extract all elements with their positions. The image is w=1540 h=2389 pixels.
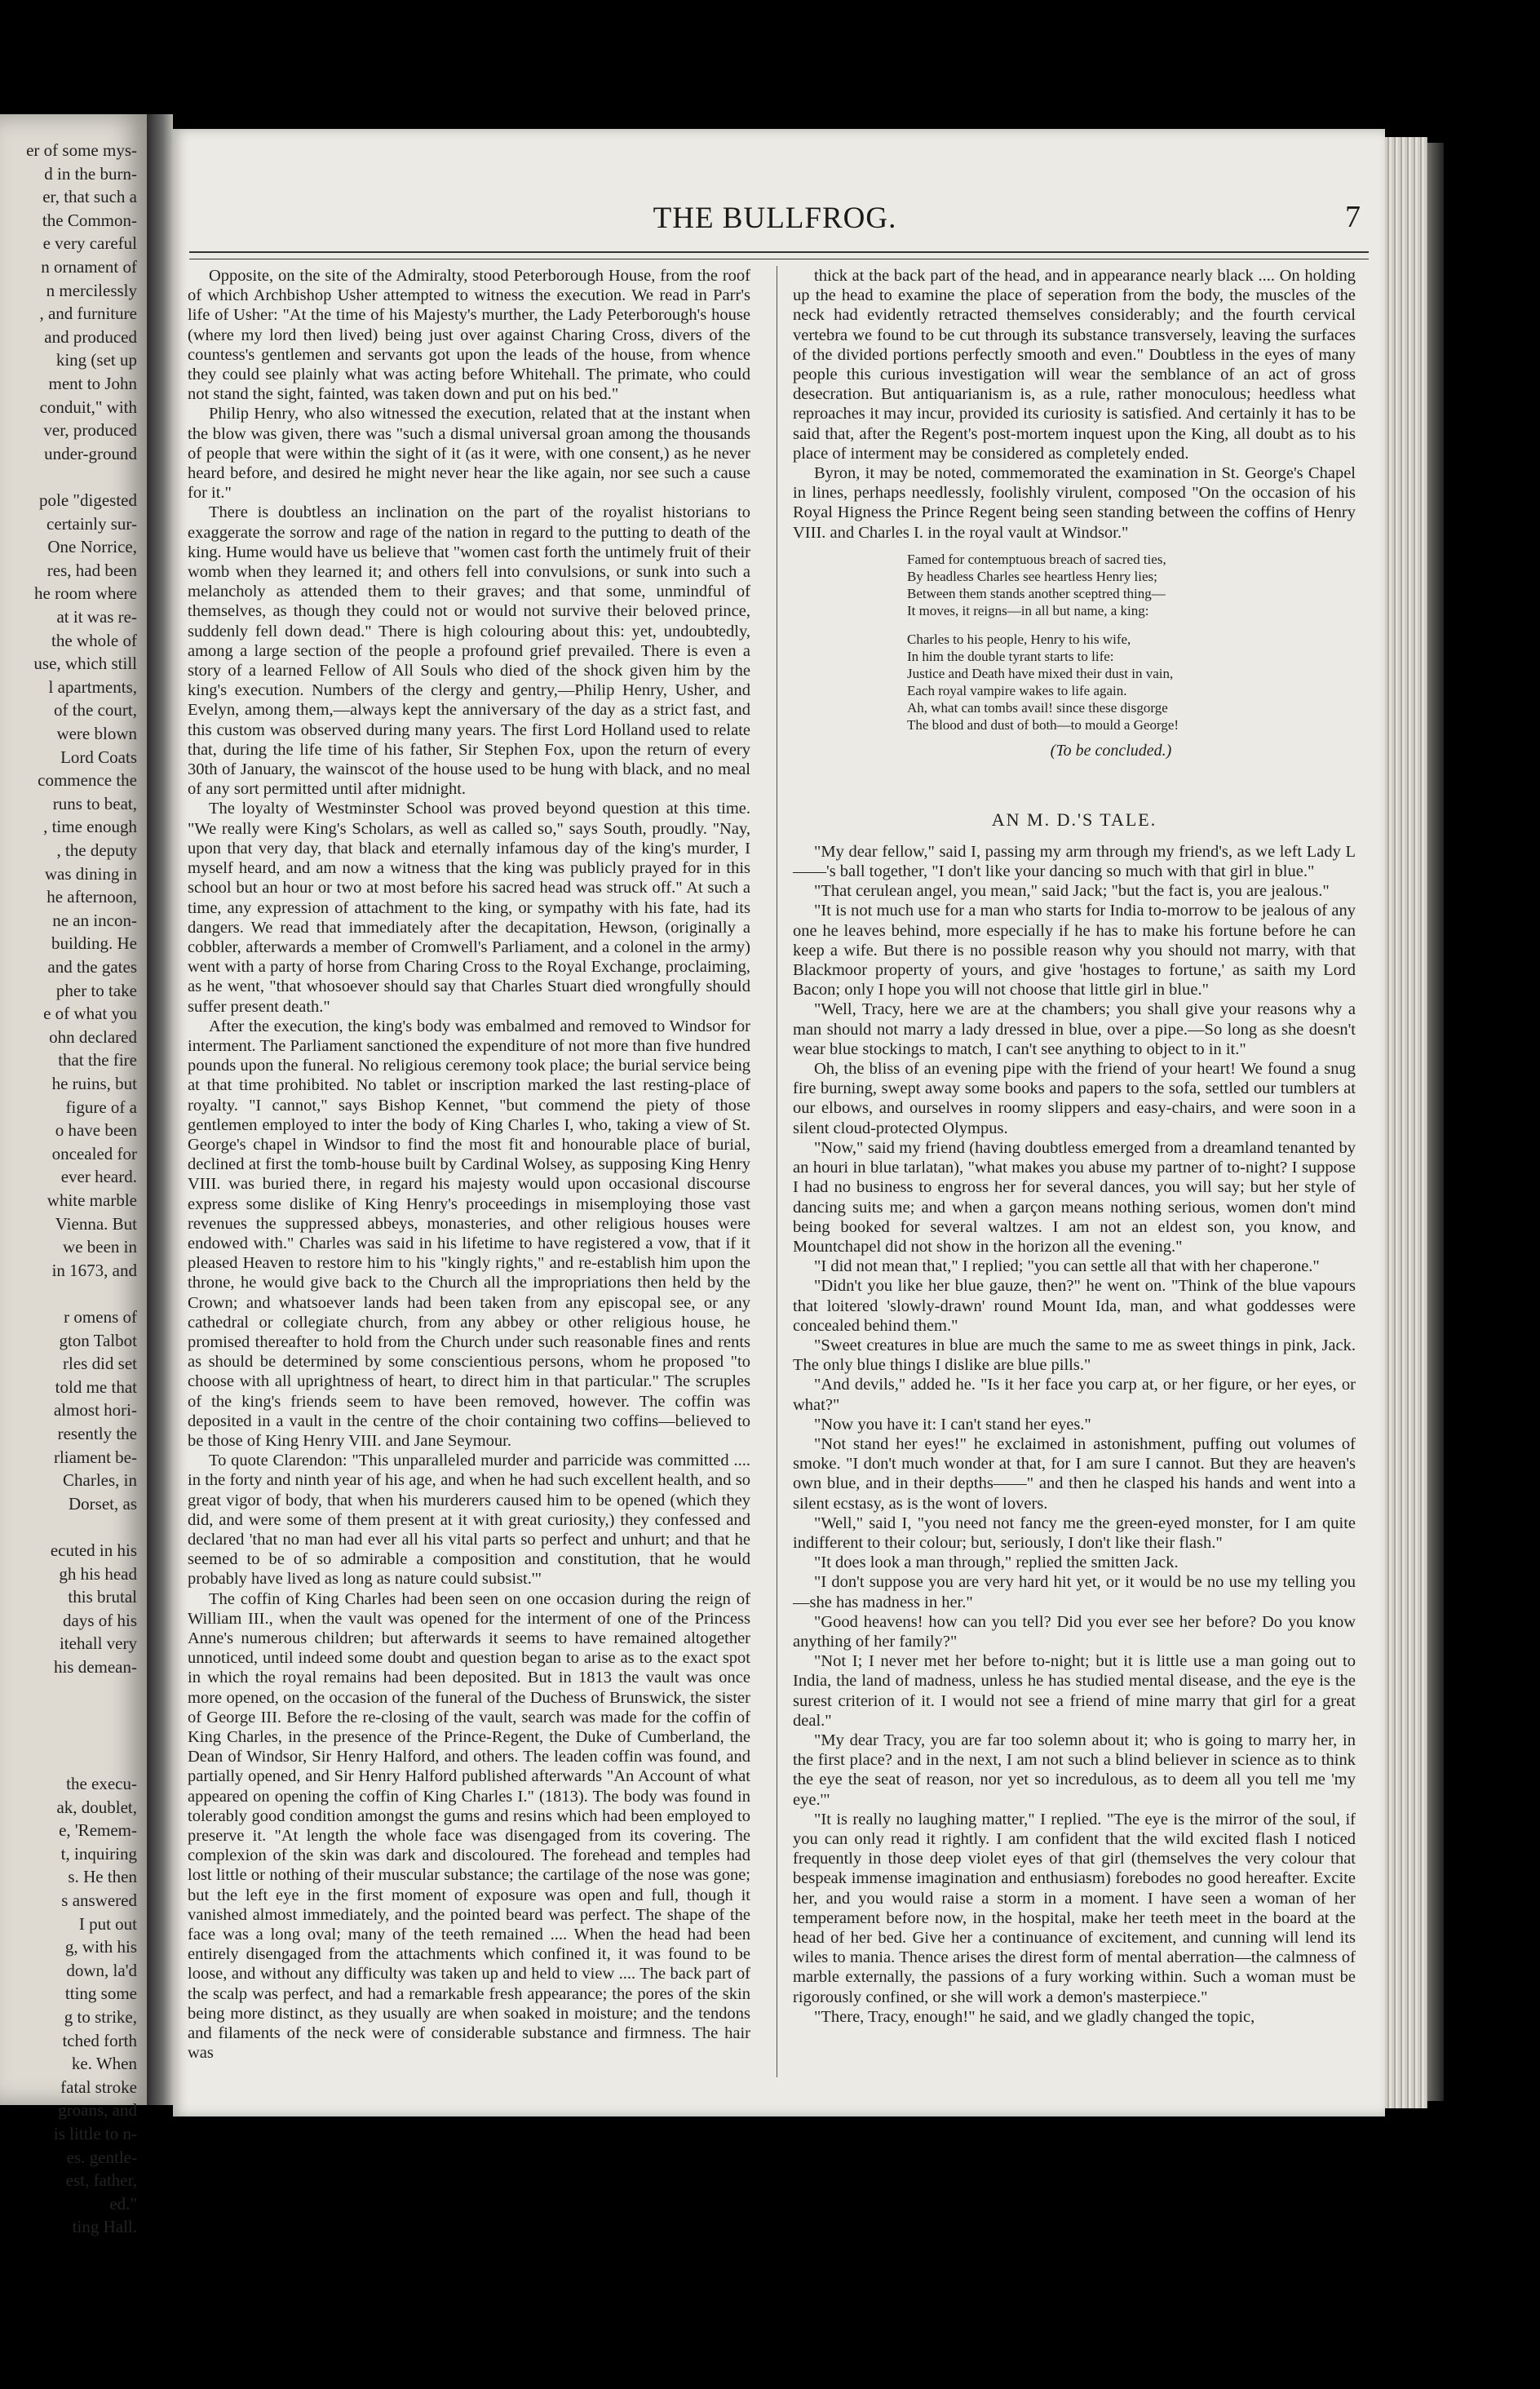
paragraph: "My dear fellow," said I, passing my arm through my friend's, as we left Lady L——'s ball together, "I don't like your dancing so much with that girl in blue." <box>793 842 1356 881</box>
facing-page-line: ecuted in his <box>50 1540 137 1560</box>
paragraph: "I did not mean that," I replied; "you can settle all that with her chaperone." <box>814 1257 1320 1276</box>
facing-page-line: ever heard. <box>60 1167 137 1187</box>
facing-page-line: and the gates <box>47 957 137 977</box>
book-gutter <box>147 114 173 2105</box>
paragraph: To quote Clarendon: "This unparalleled murder and parricide was committed .... in the forty and ninth year of his age, and when he had such excellent health, and so great vigor of body, that when his murderers caused him to be opened (which they did, and were some of them present at it with great curiosity,) they confessed and declared 'that no man had ever all his vital parts so perfect and unhurt; and that he seemed to be of so admirable a composition and constitution, that he would probably have lived as long as nature could subsist.'" <box>188 1452 750 1589</box>
story-text <box>793 842 1356 2027</box>
paragraph: "Good heavens! how can you tell? Did you ever see her before? Do you know anything of her family?" <box>793 1612 1356 1651</box>
byron-verse <box>907 551 1356 734</box>
paragraph: "It is not much use for a man who starts for India to-morrow to be jealous of any one he leaves behind, more especially if he has to make his fortune before he can keep a wife. But there is no possible reason why you should not marry, with that Blackmoor property of yours, and give 'hostages to fortune,' as saith my Lord Bacon; only I hope you will not choose that little girl in blue." <box>793 902 1356 999</box>
facing-page-line: conduit," with <box>39 397 137 417</box>
facing-page-line: was dining in <box>44 863 137 884</box>
facing-page-line: Dorset, as <box>69 1493 137 1514</box>
paragraph: "Not I; I never met her before to-night; but it is little use a man going out to India, the land of madness, unless he has studied mental disease, and the eye is the surest criterion of it. I would not see a friend of mine marry that girl for a great deal." <box>793 1652 1356 1730</box>
facing-page-line: est, father, <box>65 2170 137 2191</box>
facing-page-line: days of his <box>63 1610 137 1630</box>
article-continuation <box>793 266 1356 543</box>
facing-page-line: s answered <box>61 1890 137 1910</box>
facing-page-line: under-ground <box>44 443 137 463</box>
paragraph: "There, Tracy, enough!" he said, and we gladly changed the topic, <box>814 2007 1255 2026</box>
facing-page-line: e very careful <box>42 233 137 254</box>
header-rule <box>189 251 1369 259</box>
paragraph: "It is really no laughing matter," I replied. "The eye is the mirror of the soul, if you can only read it rightly. I am confident that the wild excited flash I noticed frequently in those deep violet eyes of that girl (themselves the very colour that bespeak immense imagination and enthusiasm) forebodes no good hereafter. Excite her, and you would raise a storm in a moment. I have seen a woman of her temperament before now, in the hospital, make her teeth meet in the board at the head of her bed. Give her a continuance of excitement, and cunning will lend its wiles to mania. Thence arises the direst form of mental aberration—the calmness of marble externally, the passions of a fury working within. Such a woman must be rigorously confined, or she will work a demon's masterpiece." <box>793 1810 1356 2006</box>
paragraph: "And devils," added he. "Is it her face you carp at, or her figure, or her eyes, or what?" <box>793 1376 1356 1414</box>
facing-page-line: Charles, in <box>63 1470 137 1491</box>
paragraph: After the execution, the king's body was embalmed and removed to Windsor for interment. The Parliament sanctioned the expenditure of not more than five hundred pounds upon the funeral. No religious ceremony took place; the burial service being at that time prohibited. No tablet or inscription marked the last resting-place of royalty. "I cannot," says Bishop Kennet, "but commend the piety of those gentlemen employed to inter the body of King Charles I, who, taking a view of St. George's chapel in Windsor to find the most fit and honourable place of burial, declined at first the tomb-house built by Cardinal Wolsey, as supposing King Henry VIII. was buried there, in regard his majesty would upon occasional discourse express some dislike of King Henry's proceedings in misemploying those vast revenues the suppressed abbeys, monasteries, and other religious houses were endowed with." Charles was said in his lifetime to have registered a vow, that if it pleased Heaven to restore him to his "kingly rights," and re-establish him upon the throne, he would give back to the Church all the impropriations then held by the Crown; and whatsoever lands had been taken from any episcopal see, or any cathedral or collegiate church, from any abbey or other religious house, he promised thereafter to hold from the Church under such reasonable fines and rents as should be determined by some conscientious persons, whom he proposed "to choose with all uprightness of heart, to direct him in that particular." The scruples of the king's friends seem to have been removed, however. The coffin was deposited in a vault in the centre of the choir containing two coffins—believed to be those of King Henry VIII. and Jane Seymour. <box>188 1017 750 1450</box>
facing-page-line: almost hori- <box>53 1400 137 1421</box>
facing-page-line: in 1673, and <box>51 1260 137 1280</box>
left-column <box>188 266 750 2077</box>
facing-page-line: es. gentle- <box>66 2147 137 2167</box>
page-number: 7 <box>1345 200 1361 234</box>
facing-page-line: figure of a <box>65 1097 137 1117</box>
facing-page-line: were blown <box>56 724 137 743</box>
running-title: THE BULLFROG. <box>653 202 897 235</box>
facing-page-line: s. He then <box>68 1867 137 1887</box>
paragraph: "Well, Tracy, here we are at the chambers; you shall give your reasons why a man should not marry a lady dressed in blue, over a pipe.—So long as she doesn't wear blue stockings to match, I can't see anything to object to in it." <box>793 1000 1356 1058</box>
verse-line: Famed for contemptuous breach of sacred ties, <box>907 551 1166 567</box>
facing-page-line: tting some <box>64 1983 137 2004</box>
verse-line: Ah, what can tombs avail! since these disgorge <box>907 699 1168 716</box>
verse-line: Between them stands another sceptred thing— <box>907 585 1166 601</box>
facing-page-line: the whole of <box>51 630 137 650</box>
facing-page-line: ak, doublet, <box>56 1797 137 1817</box>
facing-page-line: n ornament of <box>41 257 137 277</box>
facing-page <box>0 114 147 2237</box>
facing-page-line: he ruins, but <box>51 1074 137 1093</box>
paragraph: thick at the back part of the head, and in appearance nearly black .... On holding up the head to examine the place of seperation from the body, the muscles of the neck had evidently retracted themselves considerably; and the fourth cervical vertebra we found to be cut through its substance transversely, leaving the surfaces of the divided portions perfectly smooth and even." Doubtless in the eyes of many people this curious investigation will wear the semblance of an act of gross desecration. But antiquarianism is, as a rule, rather monoculous; heedless what reproaches it may incur, provided its curiosity is satisfied. And certainly it has to be said that, after the Regent's post-mortem inquest upon the King, all doubt as to his place of interment may be considered as completely ended. <box>793 267 1356 463</box>
paragraph: Byron, it may be noted, commemorated the examination in St. George's Chapel in lines, perhaps needlessly, foolishly virulent, composed "On the occasion of his Royal Higness the Prince Regent being seen standing between the coffins of Henry VIII. and Charles I. in the royal vault at Windsor." <box>793 464 1356 542</box>
facing-page-line: oncealed for <box>51 1143 137 1163</box>
facing-page-line: n mercilessly <box>46 280 137 300</box>
paragraph: "It does look a man through," replied the smitten Jack. <box>814 1554 1179 1572</box>
facing-page-line: the execu- <box>66 1774 137 1793</box>
facing-page-line: told me that <box>55 1376 137 1397</box>
facing-page-line: is little to n- <box>53 2124 137 2143</box>
facing-page-line: ne an incon- <box>52 910 137 930</box>
facing-page-line: t, inquiring <box>60 1843 137 1864</box>
facing-page-line: d in the burn- <box>44 163 137 184</box>
facing-page-line: at it was re- <box>56 607 137 627</box>
facing-page-line: l apartments, <box>48 676 137 697</box>
facing-page-line: gton Talbot <box>59 1330 137 1350</box>
paragraph: "Sweet creatures in blue are much the same to me as sweet things in pink, Jack. The only blue things I dislike are blue pills." <box>793 1336 1356 1375</box>
facing-page-line: we been in <box>63 1237 137 1257</box>
facing-page-line: of the court, <box>53 700 137 720</box>
facing-page-line: ed." <box>109 2193 137 2214</box>
facing-page-line: One Norrice, <box>47 537 137 557</box>
facing-page-line: pher to take <box>55 980 137 1000</box>
facing-page-line: king (set up <box>55 350 137 370</box>
facing-page-line: gh his head <box>59 1563 137 1584</box>
facing-page-line: ment to John <box>48 374 137 393</box>
to-be-concluded: (To be concluded.) <box>1050 741 1172 760</box>
facing-page-line: ting Hall. <box>72 2217 137 2237</box>
facing-page-line: g to strike, <box>64 2007 137 2027</box>
facing-page-line: he room where <box>34 583 137 604</box>
paragraph: There is doubtless an inclination on the part of the royalist historians to exaggerate the sorrow and rage of the nation in regard to the putting to death of the king. Hume would have us believe that "women cast forth the untimely fruit of their womb when they learned it; and others fell into convulsions, or sunk into such a melancholy as attended them to their graves; and that some, unmindful of themselves, as though they could not or would not survive their beloved prince, suddenly fell down dead." There is high colouring about this: yet, undoubtedly, among a large section of the people a profound grief prevailed. There is even a story of a learned Fellow of All Souls who died of the shock given him by the king's execution. Numbers of the clergy and gentry,—Philip Henry, Usher, and Evelyn, among them,—always kept the anniversary of the day as a strict fast, and this custom was observed during many years. The first Lord Holland used to relate that, during the life time of his father, Sir Stephen Fox, upon the return of every 30th of January, the wainscot of the house used to be hung with black, and no meal of any sort permitted until after midnight. <box>188 503 750 799</box>
facing-page-line: ver, produced <box>43 420 137 441</box>
facing-page-line: he afternoon, <box>46 887 137 907</box>
verse-line: By headless Charles see heartless Henry lies; <box>907 568 1157 584</box>
facing-page-line: his demean- <box>53 1657 137 1677</box>
facing-page-line: e of what you <box>43 1004 137 1024</box>
facing-page-line: use, which still <box>33 654 137 674</box>
paragraph: "Not stand her eyes!" he exclaimed in astonishment, puffing out volumes of smoke. "I don't much wonder at that, for I am sure I cannot. But they are heaven's own blue, and in their depths——" and then he clasped his hands and went into a silent ecstasy, as is the wont of lovers. <box>793 1434 1356 1513</box>
paragraph: "Well," said I, "you need not fancy me the green-eyed monster, for I am quite indifferent to their colour; but, seriously, I don't like their flash." <box>793 1514 1356 1552</box>
paragraph: Philip Henry, who also witnessed the execution, related that at the instant when the blow was given, there was "such a dismal universal groan among the thousands of people that were within the sight of it (as it were, with one consent,) as he never heard before, and desired he might never hear the like again, nor see such a cause for it." <box>188 405 750 503</box>
verse-line: In him the double tyrant starts to life: <box>907 648 1114 664</box>
facing-page-line: , the deputy <box>56 840 137 860</box>
story-title: AN M. D.'S TALE. <box>991 809 1157 830</box>
facing-page-line: certainly sur- <box>46 513 137 534</box>
verse-line: The blood and dust of both—to mould a George! <box>907 716 1179 733</box>
paragraph: "That cerulean angel, you mean," said Jack; "but the fact is, you are jealous." <box>814 882 1330 901</box>
facing-page-line: this brutal <box>68 1587 137 1607</box>
facing-page-line: I put out <box>78 1913 137 1934</box>
page-header <box>181 201 1369 242</box>
facing-page-line: that the fire <box>58 1050 137 1070</box>
facing-page-line: er, that such a <box>42 187 137 207</box>
facing-page-line: r omens of <box>64 1307 137 1327</box>
verse-line: Charles to his people, Henry to his wife, <box>907 631 1131 647</box>
newspaper-page <box>173 129 1385 2116</box>
facing-page-line: e, 'Remem- <box>59 1820 137 1841</box>
facing-page-line: Vienna. But <box>55 1213 137 1234</box>
paragraph: "I don't suppose you are very hard hit yet, or it would be no use my telling you—she has madness in her." <box>793 1573 1356 1611</box>
facing-page-line: runs to beat, <box>52 793 137 813</box>
paragraph: The coffin of King Charles had been seen on one occasion during the reign of William III., when the vault was opened for the interment of one of the Princess Anne's numerous children; but afterwards it seems to have remained altogether unnoticed, until indeed some doubt and question began to arise as to the exact spot in which the royal remains had been deposited. But in 1813 the vault was once more opened, on the occasion of the funeral of the Duchess of Brunswick, the sister of George III. Before the re-closing of the vault, search was made for the coffin of King Charles, in the presence of the Prince-Regent, the Duke of Cumberland, the Dean of Windsor, Sir Henry Halford, and others. The leaden coffin was found, and partially opened, and Sir Henry Halford published afterwards "An Account of what appeared on opening the coffin of King Charles I." (1813). The body was found in tolerably good condition amongst the gums and resins which had been employed to preserve it. "At length the whole face was disengaged from its covering. The complexion of the skin was dark and discoloured. The forehead and temples had lost little or nothing of their muscular substance; the cartilage of the nose was gone; but the left eye in the first moment of exposure was open and full, though it vanished almost immediately, and the pointed beard was perfect. The shape of the face was a long oval; many of the teeth remained .... When the head had been entirely disengaged from the attachments which confined it, it was found to be loose, and without any difficulty was taken up and held to view .... The back part of the scalp was perfect, and had a remarkable fresh appearance; the pores of the skin being more distinct, as they usually are when soaked in moisture; and the tendons and filaments of the neck were of considerable substance and firmness. The hair was <box>188 1589 750 2063</box>
facing-page-line: g, with his <box>64 1937 137 1957</box>
verse-line: Each royal vampire wakes to life again. <box>907 682 1127 698</box>
verse-line: Justice and Death have mixed their dust in vain, <box>907 665 1174 681</box>
facing-page-line: itehall very <box>59 1633 137 1654</box>
facing-page-line: commence the <box>38 770 137 791</box>
facing-page-line: Lord Coats <box>60 747 137 767</box>
paragraph: Opposite, on the site of the Admiralty, stood Peterborough House, from the roof of which Archbishop Usher attempted to witness the execution. We read in Parr's life of Usher: "At the time of his Majesty's murther, the Lady Peterborough's house (where my lord then lived) being just over against Charing Cross, divers of the countess's gentlemen and servants got upon the leads of the house, from whence they could see plainly what was acting before Whitehall. The primate, who could not stand the sight, fainted, was taken down and put on his bed." <box>188 267 750 404</box>
facing-page-line: down, la'd <box>66 1960 137 1980</box>
paragraph: "Now," said my friend (having doubtless emerged from a dreamland tenanted by an houri in blue tarlatan), "what makes you abuse my partner of to-night? I suppose I had no business to engross her for several dances, you will say; but her style of dancing suits me; and when a garçon means nothing serious, women don't mind being booked for several waltzes. I am not an eldest son, you know, and Mountchapel did not show in the horizon all the evening." <box>793 1138 1356 1256</box>
facing-page-line: resently the <box>57 1424 137 1443</box>
facing-page-line: the Common- <box>42 210 137 230</box>
facing-page-line: tched forth <box>62 2030 137 2050</box>
paragraph: Oh, the bliss of an evening pipe with the friend of your heart! We found a snug fire burning, swept away some books and papers to the sofa, settled our tumblers at our elbows, and ourselves in roomy slippers and easy-chairs, and were soon in a silent cloud-protected Olympus. <box>793 1060 1356 1137</box>
right-column <box>793 266 1356 2077</box>
facing-page-line: pole "digested <box>39 490 137 510</box>
facing-page-line: and produced <box>44 326 137 347</box>
verse-stanza-1 <box>907 551 1356 619</box>
book-edge-shadow <box>1427 143 1444 2101</box>
facing-page-line: o have been <box>55 1120 137 1141</box>
facing-page-line: res, had been <box>46 560 137 580</box>
facing-page-line: fatal stroke <box>60 2077 137 2097</box>
facing-page-line: rles did set <box>63 1354 137 1374</box>
facing-page-line: ohn declared <box>49 1026 137 1047</box>
facing-page-line: rliament be- <box>53 1447 137 1467</box>
paragraph: "Didn't you like her blue gauze, then?" he went on. "Think of the blue vapours that loitered 'slowly-drawn' round Mount Ida, man, and what goddesses were concealed behind them." <box>793 1277 1356 1335</box>
page-stack-edge <box>1385 137 1427 2108</box>
facing-page-line: , and furniture <box>39 304 137 324</box>
paragraph: The loyalty of Westminster School was proved beyond question at this time. "We really were King's Scholars, as well as called so," says South, proudly. "Nay, upon that very day, that black and eternally infamous day of the king's murder, I myself heard, and am now a witness that the king was publicly prayed for in this school but an hour or two at most before his sacred head was struck off." At such a time, any expression of attachment to the king, or sympathy with his fate, had its dangers. We read that immediately after the decapitation, Hewson, (originally a cobbler, afterwards a member of Cromwell's Parliament, and a colonel in the army) went with a party of horse from Charing Cross to the Royal Exchange, proclaiming, as he went, "that whosoever should say that Charles Stuart died wrongfully should suffer present death." <box>188 800 750 1016</box>
paragraph: "Now you have it: I can't stand her eyes." <box>814 1415 1091 1434</box>
facing-page-line: white marble <box>46 1190 137 1210</box>
paragraph: "My dear Tracy, you are far too solemn about it; who is going to marry her, in the first place? and in the next, I am not such a blind believer in science as to think the eye the seat of reason, nor yet so incredulous, as to deem all you tell me 'my eye.'" <box>793 1731 1356 1809</box>
verse-stanza-2 <box>907 631 1356 734</box>
facing-page-line: , time enough <box>43 817 137 837</box>
facing-page-line: er of some mys- <box>26 140 137 160</box>
facing-page-line: building. He <box>51 933 137 954</box>
verse-line: It moves, it reigns—in all but name, a king: <box>907 602 1149 618</box>
facing-page-line: groans, and <box>58 2100 137 2121</box>
facing-page-line: ke. When <box>71 2054 137 2074</box>
